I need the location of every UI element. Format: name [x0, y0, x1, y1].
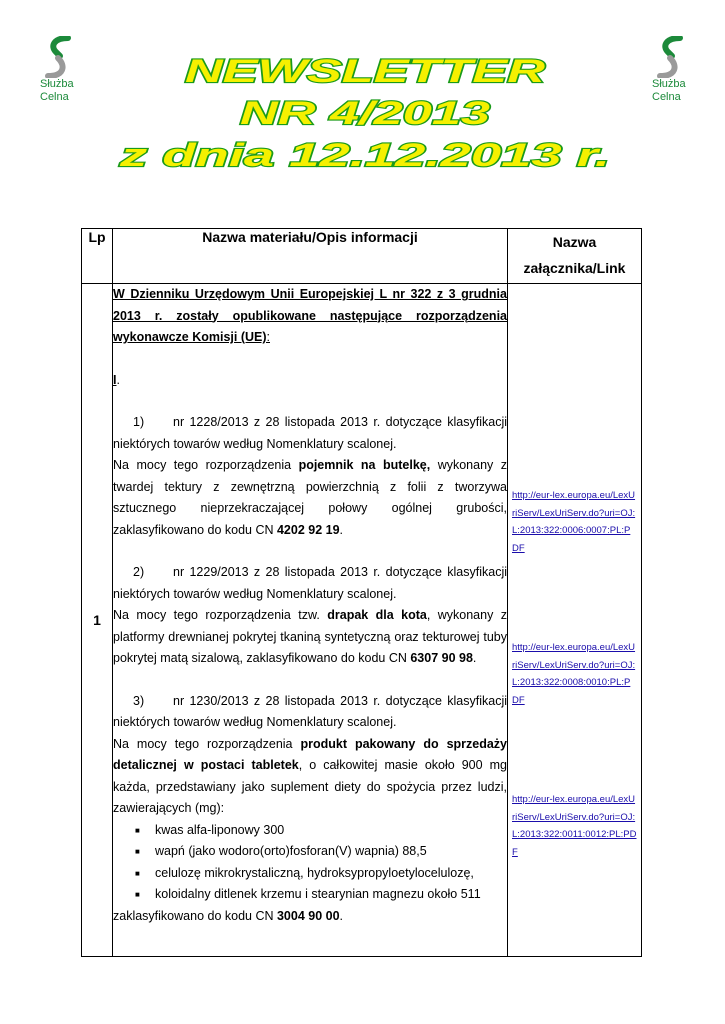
customs-emblem-icon — [656, 36, 686, 78]
item-1 — [113, 412, 507, 541]
list-item: ■ celulozę mikrokrystaliczną, hydroksypropyloetylocelulozę, — [135, 863, 507, 885]
item-1-body: Na mocy tego rozporządzenia pojemnik na butelkę, wykonany z twardej tektury z zewnętrzną powierzchnią z folii z tworzywa sztucznego nieprzekraczającej połowy ogólnej grubości, zaklasyfikowano do kodu CN 4202 92 19. — [113, 458, 508, 537]
header-link — [508, 229, 642, 284]
header-lp: Lp — [82, 229, 113, 284]
item-2-body: Na mocy tego rozporządzenia tzw. drapak dla kota, wykonany z platformy drewnianej pokrytej tkaniną syntetyczną oraz tekturowej tuby pokrytej matą sizalową, zaklasyfikowano do kodu CN 6307 90 98. — [113, 608, 507, 665]
link-item-1[interactable]: http://eur-lex.europa.eu/LexUriServ/LexUriServ.do?uri=OJ:L:2013:322:0006:0007:PL:PDF — [512, 490, 636, 554]
item-2 — [113, 562, 507, 670]
header-link-line2: załącznika/Link — [523, 260, 626, 276]
logo-text-line1: Służba — [652, 78, 686, 90]
title-line3: z dnia 12.12.2013 r. — [118, 137, 611, 173]
item-3-body: Na mocy tego rozporządzenia produkt pakowany do sprzedaży detalicznej w postaci tabletek, o całkowitej masie około 900 mg każda, przedstawiany jako suplement diety do spożycia przez ludzi, zawierających (mg): — [113, 736, 508, 815]
link-cell — [508, 284, 642, 957]
item-1-head: 1) nr 1228/2013 z 28 listopada 2013 r. dotyczące klasyfikacji niektórych towarów według Nomenklatury scalonej. — [113, 415, 507, 451]
intro-text: W Dzienniku Urzędowym Unii Europejskiej L nr 322 z 3 grudnia 2013 r. zostały opublikowane następujące rozporządzenia wykonawcze Komisji (UE): — [113, 287, 507, 344]
customs-emblem-icon — [44, 36, 74, 78]
link-item-2[interactable]: http://eur-lex.europa.eu/LexUriServ/LexUriServ.do?uri=OJ:L:2013:322:0008:0010:PL:PDF — [512, 642, 636, 706]
ingredient-list — [113, 820, 507, 906]
title-line2: NR 4/2013 — [240, 95, 491, 131]
table-header-row — [82, 229, 642, 284]
table-row — [82, 284, 642, 957]
header-link-line1: Nazwa — [552, 234, 597, 250]
item-3-head: 3) nr 1230/2013 z 28 listopada 2013 r. dotyczące klasyfikacji niektórych towarów według Nomenklatury scalonej. — [113, 693, 507, 729]
customs-logo-right — [652, 36, 712, 112]
list-item: ■ koloidalny ditlenek krzemu i stearynian magnezu około 511 — [135, 884, 507, 906]
newsletter-title — [110, 54, 620, 174]
customs-logo-left — [40, 36, 100, 112]
description-cell — [113, 284, 508, 957]
logo-text-line2: Celna — [40, 91, 69, 103]
link-item-3[interactable]: http://eur-lex.europa.eu/LexUriServ/LexUriServ.do?uri=OJ:L:2013:322:0011:0012:PL:PDF — [512, 794, 637, 858]
list-item: ■ kwas alfa-liponowy 300 — [135, 820, 507, 842]
list-item: ■ wapń (jako wodoro(orto)fosforan(V) wapnia) 88,5 — [135, 841, 507, 863]
row-number: 1 — [82, 284, 113, 957]
item-3-tail: zaklasyfikowano do kodu CN 3004 90 00. — [113, 908, 344, 923]
title-line1: NEWSLETTER — [185, 54, 545, 89]
item-3 — [113, 691, 507, 928]
logo-text-line1: Służba — [40, 78, 74, 90]
logo-text-line2: Celna — [652, 91, 681, 103]
item-2-head: 2) nr 1229/2013 z 28 listopada 2013 r. dotyczące klasyfikacji niektórych towarów według Nomenklatury scalonej. — [113, 565, 507, 601]
newsletter-table — [81, 228, 642, 957]
section-marker: I. — [113, 372, 120, 387]
header-description: Nazwa materiału/Opis informacji — [113, 229, 508, 284]
